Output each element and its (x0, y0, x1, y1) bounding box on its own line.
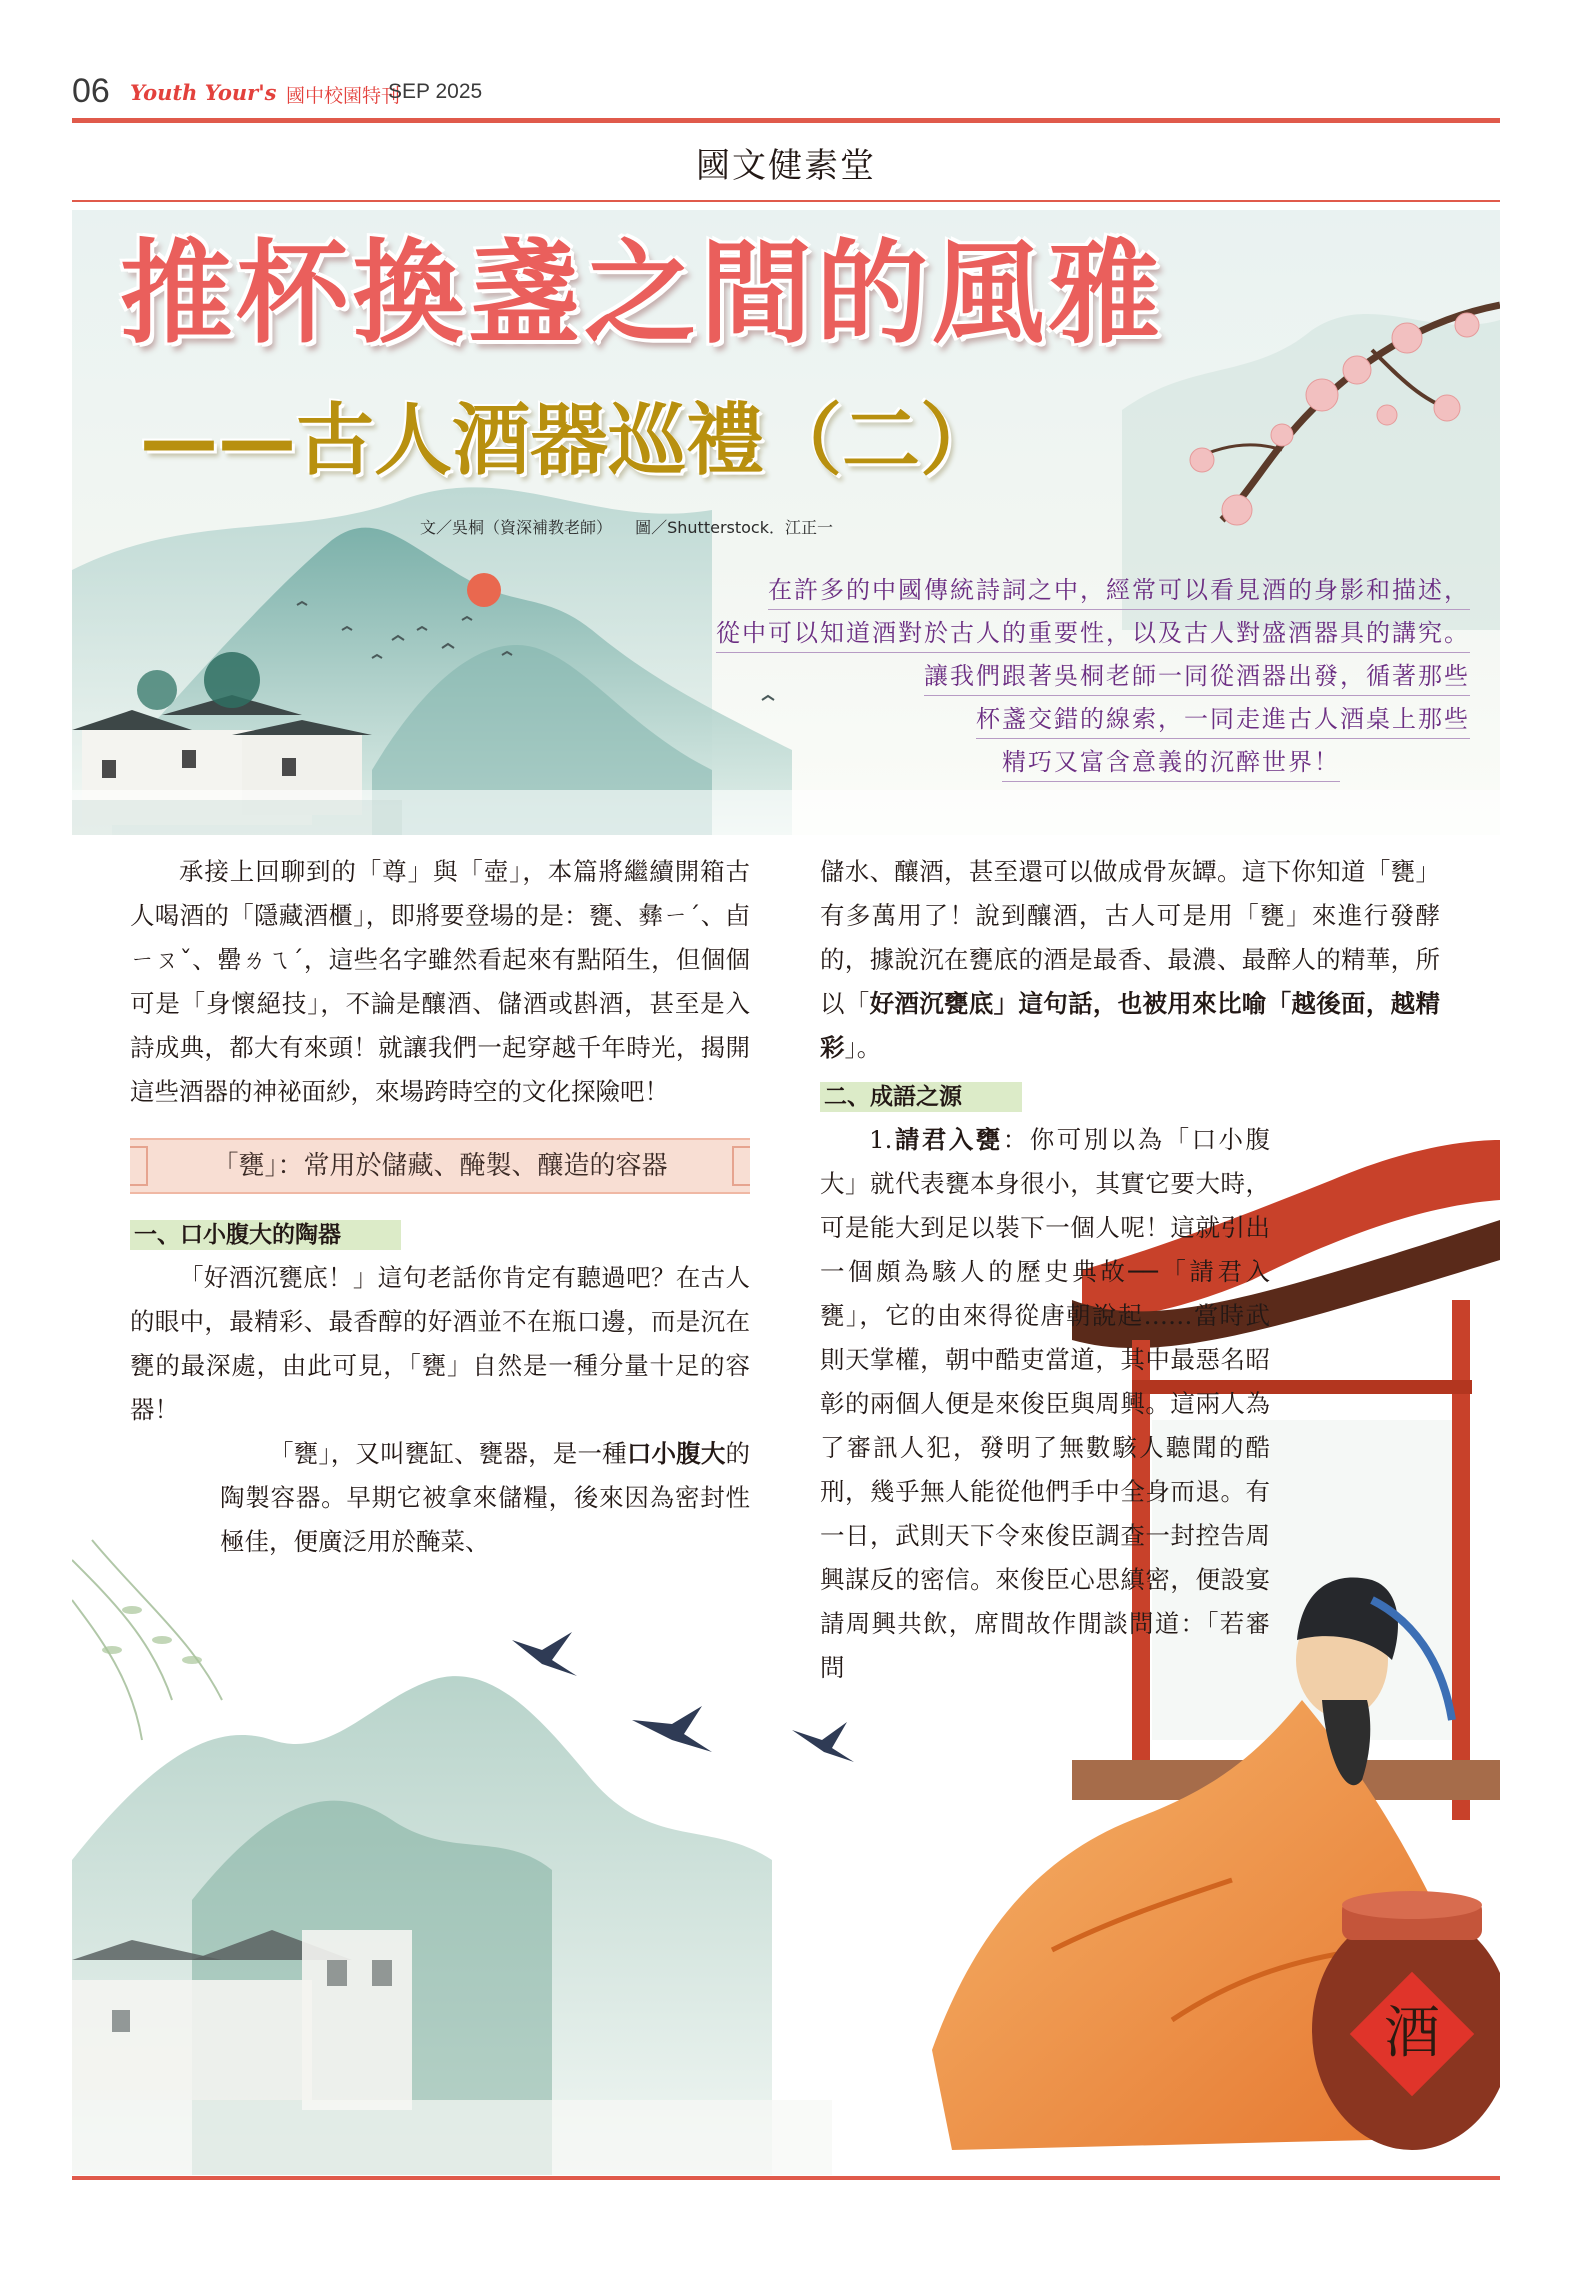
paragraph (820, 1118, 1440, 1690)
paragraph-text: 的陶製容器。早期它被拿來儲糧，後來因為密封性極佳，便廣泛用於醃菜、 (220, 1439, 751, 1556)
paragraph-text: 」。 (844, 1033, 882, 1062)
column-rule (72, 200, 1500, 202)
left-column (130, 850, 750, 1564)
section-heading-box: 「甕」：常用於儲藏、醃製、釀造的容器 (130, 1138, 750, 1194)
column-name: 國文健素堂 (696, 146, 876, 186)
article-subtitle: ——古人酒器巡禮（二） (140, 396, 999, 486)
jar-label: 酒 (1384, 2001, 1440, 2066)
paragraph-text: 「甕」，又叫甕缸、甕器，是一種 (269, 1439, 627, 1468)
footer-rule (72, 2176, 1500, 2180)
paragraph-text: ：你可別以為「口小腹大」就代表甕本身很小，其實它要大時，可是能大到足以裝下一個人呢！這就引出一個頗為駭人的歷史典故──「請君入甕」，它的由來得從唐朝說起……當時武則天掌權，朝中酷吏當道，其中最惡名昭彰的兩個人便是來俊臣與周興。這兩人為了審訊人犯，發明了無數駭人聽聞的酷刑，幾乎無人能從他們手中全身而退。有一日，武則天下令來俊臣調查一封控告周興謀反的密信。來俊臣心思縝密，便設宴請周興共飲，席間故作閒談問道：「若審問 (820, 1125, 1271, 1682)
paragraph-text: 儲水、釀酒，甚至還可以做成骨灰罈。這下你知道「甕」有多萬用了！說到釀酒，古人可是用「甕」來進行發酵的，據說沉在甕底的酒是最香、最濃、最醉人的精華，所以「 (820, 857, 1440, 1018)
paragraph: 「好酒沉甕底！」這句老話你肯定有聽過吧？在古人的眼中，最精彩、最香醇的好酒並不在瓶口邊，而是沉在甕的最深處，由此可見，「甕」自然是一種分量十足的容器！ (130, 1263, 750, 1424)
intro-line: 從中可以知道酒對於古人的重要性，以及古人對盛酒器具的講究。 (716, 613, 1470, 653)
bold-term: 口小腹大 (626, 1439, 726, 1468)
header-rule (72, 118, 1500, 123)
magazine-brand: Youth Your's (130, 80, 277, 105)
paragraph: 承接上回聊到的「尊」與「壺」，本篇將繼續開箱古人喝酒的「隱藏酒櫃」，即將要登場的是：甕、彝ㄧˊ、卣ㄧㄡˇ、罍ㄌㄟˊ，這些名字雖然看起來有點陌生，但個個可是「身懷絕技」，不論是釀酒、儲酒或斟酒，甚至是入詩成典，都大有來頭！就讓我們一起穿越千年時光，揭開這些酒器的神祕面紗，來場跨時空的文化探險吧！ (130, 857, 750, 1106)
bold-phrase: 好酒沉甕底」這句話，也被用來比喻「越後面，越精彩 (820, 989, 1440, 1062)
list-number: 1. (869, 1125, 893, 1154)
swallow-birds (512, 1632, 854, 1762)
issue-section: 國中校園特刊 (286, 85, 401, 107)
paragraph (130, 1432, 750, 1564)
byline-image-credit: 圖／Shutterstock．江正一 (635, 518, 833, 537)
paragraph (820, 850, 1440, 1070)
willow-branches (72, 1540, 222, 1740)
byline (420, 515, 851, 538)
intro-line: 讓我們跟著吳桐老師一同從酒器出發，循著那些 (924, 656, 1470, 696)
intro-line: 在許多的中國傳統詩詞之中，經常可以看見酒的身影和描述， (768, 570, 1470, 610)
right-column (820, 850, 1440, 1690)
article-title: 推杯換盞之間的風雅 (120, 229, 1164, 359)
intro-line: 杯盞交錯的線索，一同走進古人酒桌上那些 (976, 699, 1470, 739)
idiom-term: 請君入甕 (892, 1125, 1003, 1154)
riverside-houses (72, 1930, 412, 2110)
issue-date: SEP 2025 (388, 80, 483, 103)
subheading: 二、成語之源 (820, 1082, 1022, 1112)
sun-icon (467, 573, 501, 607)
intro-line: 精巧又富含意義的沉醉世界！ (1002, 742, 1340, 782)
byline-author: 文／吳桐（資深補教老師） (420, 518, 613, 537)
subheading: 一、口小腹大的陶器 (130, 1220, 401, 1250)
page-number: 06 (72, 72, 110, 110)
page-header (72, 72, 1500, 116)
intro-block (560, 570, 1470, 790)
